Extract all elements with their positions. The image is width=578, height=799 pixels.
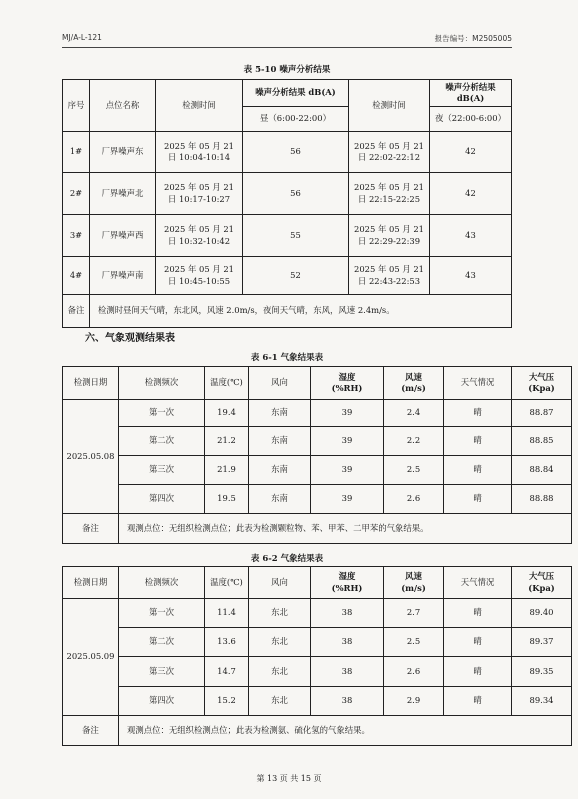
wind-speed-cell: 2.2 xyxy=(384,427,444,456)
header-wind-direction: 风向 xyxy=(249,567,311,599)
table-row xyxy=(63,173,512,215)
section-heading: 六、气象观测结果表 xyxy=(85,333,175,344)
header-humidity-line1: 湿度 xyxy=(338,571,356,582)
day-time-cell xyxy=(156,132,243,173)
page-header xyxy=(62,31,512,45)
pressure-cell: 88.85 xyxy=(512,427,572,456)
night-value-cell: 43 xyxy=(430,257,512,295)
wind-dir-cell: 东南 xyxy=(249,427,311,456)
weather-cell: 晴 xyxy=(444,687,512,716)
time-text: 日 10:17-10:27 xyxy=(167,193,231,204)
weather-table-2-caption: 表 6-2 气象结果表 xyxy=(250,554,324,564)
wind-dir-cell: 东北 xyxy=(249,599,311,628)
header-date: 检测日期 xyxy=(63,367,119,400)
header-humidity-line2: (%RH) xyxy=(331,383,363,393)
wind-speed-cell: 2.6 xyxy=(384,657,444,687)
remark-label: 备注 xyxy=(63,716,119,746)
header-frequency: 检测频次 xyxy=(119,567,205,599)
point-cell: 厂界噪声西 xyxy=(90,215,156,257)
seq-cell: 4# xyxy=(63,257,90,295)
freq-cell: 第二次 xyxy=(119,427,205,456)
weather-cell: 晴 xyxy=(444,427,512,456)
pressure-cell: 88.87 xyxy=(512,400,572,427)
day-time-cell xyxy=(156,173,243,215)
weather-table-1 xyxy=(62,366,572,544)
temp-cell: 14.7 xyxy=(205,657,249,687)
night-time-cell xyxy=(349,215,430,257)
header-wind-speed-line1: 风速 xyxy=(405,571,422,582)
weather-cell: 晴 xyxy=(444,400,512,427)
time-text: 日 22:43-22:53 xyxy=(357,275,421,286)
humidity-cell: 39 xyxy=(311,485,384,514)
remark-text: 观测点位：无组织检测点位；此表为检测氨、硫化氢的气象结果。 xyxy=(119,716,572,746)
temp-cell: 21.9 xyxy=(205,456,249,485)
remark-label: 备注 xyxy=(63,295,90,328)
date-text: 2025 年 05 月 21 xyxy=(163,224,235,235)
header-pressure-line1: 大气压 xyxy=(528,371,555,382)
pressure-cell: 89.34 xyxy=(512,687,572,716)
weather-cell: 晴 xyxy=(444,599,512,628)
date-text: 2025 年 05 月 21 xyxy=(353,224,425,235)
header-day-period: 昼（6:00-22:00） xyxy=(243,107,349,132)
header-day-result: 噪声分析结果 dB(A) xyxy=(243,80,349,107)
wind-dir-cell: 东北 xyxy=(249,628,311,657)
wind-dir-cell: 东南 xyxy=(249,456,311,485)
header-pressure xyxy=(512,567,572,599)
table-row xyxy=(63,657,572,687)
seq-cell: 2# xyxy=(63,173,90,215)
remark-row xyxy=(63,514,572,544)
date-cell: 2025.05.08 xyxy=(63,400,119,514)
date-text: 2025 年 05 月 21 xyxy=(353,264,425,275)
day-value-cell: 56 xyxy=(243,173,349,215)
night-value-cell: 42 xyxy=(430,173,512,215)
night-time-cell xyxy=(349,132,430,173)
humidity-cell: 38 xyxy=(311,599,384,628)
night-time-cell xyxy=(349,257,430,295)
header-night-time: 检测时间 xyxy=(349,80,430,132)
pressure-cell: 88.88 xyxy=(512,485,572,514)
wind-speed-cell: 2.4 xyxy=(384,400,444,427)
pressure-cell: 88.84 xyxy=(512,456,572,485)
header-temperature: 温度(℃) xyxy=(205,567,249,599)
point-cell: 厂界噪声北 xyxy=(90,173,156,215)
report-number: 报告编号：M2505005 xyxy=(434,34,512,43)
table-row xyxy=(63,687,572,716)
wind-dir-cell: 东北 xyxy=(249,687,311,716)
wind-speed-cell: 2.5 xyxy=(384,628,444,657)
time-text: 日 10:45-10:55 xyxy=(167,275,231,286)
humidity-cell: 39 xyxy=(311,400,384,427)
table-row xyxy=(63,400,572,427)
remark-row xyxy=(63,295,512,328)
night-time-cell xyxy=(349,173,430,215)
table-row xyxy=(63,628,572,657)
table-row xyxy=(63,599,572,628)
remark-text: 观测点位：无组织检测点位；此表为检测颗粒物、苯、甲苯、二甲苯的气象结果。 xyxy=(119,514,572,544)
date-text: 2025 年 05 月 21 xyxy=(163,182,235,193)
humidity-cell: 38 xyxy=(311,687,384,716)
wind-dir-cell: 东南 xyxy=(249,485,311,514)
noise-results-table xyxy=(62,79,512,328)
day-time-cell xyxy=(156,257,243,295)
freq-cell: 第四次 xyxy=(119,687,205,716)
day-value-cell: 56 xyxy=(243,132,349,173)
page-number: 第 13 页 共 15 页 xyxy=(256,774,322,783)
time-text: 日 22:02-22:12 xyxy=(357,152,421,162)
noise-table-caption: 表 5-10 噪声分析结果 xyxy=(243,65,331,75)
table-row xyxy=(63,427,572,456)
temp-cell: 19.4 xyxy=(205,400,249,427)
freq-cell: 第三次 xyxy=(119,456,205,485)
weather-cell: 晴 xyxy=(444,456,512,485)
seq-cell: 1# xyxy=(63,132,90,173)
header-wind-speed xyxy=(384,567,444,599)
header-pressure-line2: (Kpa) xyxy=(528,383,555,393)
table-row xyxy=(63,485,572,514)
remark-text: 检测时昼间天气晴，东北风，风速 2.0m/s，夜间天气晴，东风，风速 2.4m/s。 xyxy=(90,295,512,328)
table-row xyxy=(63,215,512,257)
header-divider xyxy=(62,47,512,48)
weather-cell: 晴 xyxy=(444,485,512,514)
freq-cell: 第一次 xyxy=(119,400,205,427)
humidity-cell: 38 xyxy=(311,628,384,657)
header-point: 点位名称 xyxy=(90,80,156,132)
time-text: 日 10:04-10:14 xyxy=(167,152,231,162)
time-text: 日 22:15-22:25 xyxy=(357,193,421,204)
header-weather: 天气情况 xyxy=(444,567,512,599)
header-temperature: 温度(℃) xyxy=(205,367,249,400)
freq-cell: 第四次 xyxy=(119,485,205,514)
table-row xyxy=(63,257,512,295)
header-pressure-line2: (Kpa) xyxy=(528,582,555,593)
weather-table-2 xyxy=(62,566,572,746)
header-wind-speed-line2: (m/s) xyxy=(401,383,426,393)
header-date: 检测日期 xyxy=(63,567,119,599)
header-seq: 序号 xyxy=(63,80,90,132)
temp-cell: 11.4 xyxy=(205,599,249,628)
humidity-cell: 39 xyxy=(311,427,384,456)
header-wind-speed xyxy=(384,367,444,400)
table-row xyxy=(63,456,572,485)
weather-table-1-caption: 表 6-1 气象结果表 xyxy=(250,353,324,363)
header-day-time: 检测时间 xyxy=(156,80,243,132)
weather-cell: 晴 xyxy=(444,628,512,657)
freq-cell: 第三次 xyxy=(119,657,205,687)
remark-label: 备注 xyxy=(63,514,119,544)
header-night-result: 噪声分析结果 dB(A) xyxy=(430,80,512,107)
doc-code: MJ/A-L-121 xyxy=(62,33,102,42)
temp-cell: 15.2 xyxy=(205,687,249,716)
remark-row xyxy=(63,716,572,746)
day-time-cell xyxy=(156,215,243,257)
time-text: 日 22:29-22:39 xyxy=(357,235,421,246)
header-humidity-line2: (%RH) xyxy=(331,582,363,593)
point-cell: 厂界噪声南 xyxy=(90,257,156,295)
date-text: 2025 年 05 月 21 xyxy=(353,182,425,193)
date-text: 2025 年 05 月 21 xyxy=(163,140,235,151)
wind-speed-cell: 2.9 xyxy=(384,687,444,716)
pressure-cell: 89.35 xyxy=(512,657,572,687)
freq-cell: 第一次 xyxy=(119,599,205,628)
header-humidity xyxy=(311,567,384,599)
date-cell: 2025.05.09 xyxy=(63,599,119,716)
header-night-period: 夜（22:00-6:00） xyxy=(430,107,512,132)
pressure-cell: 89.40 xyxy=(512,599,572,628)
header-pressure-line1: 大气压 xyxy=(528,571,555,582)
header-wind-speed-line2: (m/s) xyxy=(401,582,426,593)
header-humidity-line1: 湿度 xyxy=(338,371,356,382)
temp-cell: 13.6 xyxy=(205,628,249,657)
humidity-cell: 38 xyxy=(311,657,384,687)
seq-cell: 3# xyxy=(63,215,90,257)
point-cell: 厂界噪声东 xyxy=(90,132,156,173)
date-text: 2025 年 05 月 21 xyxy=(353,140,425,151)
wind-dir-cell: 东北 xyxy=(249,657,311,687)
night-value-cell: 43 xyxy=(430,215,512,257)
header-humidity xyxy=(311,367,384,400)
header-wind-speed-line1: 风速 xyxy=(405,371,422,382)
wind-dir-cell: 东南 xyxy=(249,400,311,427)
day-value-cell: 55 xyxy=(243,215,349,257)
humidity-cell: 39 xyxy=(311,456,384,485)
temp-cell: 21.2 xyxy=(205,427,249,456)
wind-speed-cell: 2.5 xyxy=(384,456,444,485)
header-wind-direction: 风向 xyxy=(249,367,311,400)
table-row xyxy=(63,132,512,173)
weather-cell: 晴 xyxy=(444,657,512,687)
wind-speed-cell: 2.7 xyxy=(384,599,444,628)
freq-cell: 第二次 xyxy=(119,628,205,657)
header-pressure xyxy=(512,367,572,400)
temp-cell: 19.5 xyxy=(205,485,249,514)
day-value-cell: 52 xyxy=(243,257,349,295)
wind-speed-cell: 2.6 xyxy=(384,485,444,514)
header-weather: 天气情况 xyxy=(444,367,512,400)
pressure-cell: 89.37 xyxy=(512,628,572,657)
night-value-cell: 42 xyxy=(430,132,512,173)
header-frequency: 检测频次 xyxy=(119,367,205,400)
time-text: 日 10:32-10:42 xyxy=(167,235,231,246)
date-text: 2025 年 05 月 21 xyxy=(163,264,235,275)
